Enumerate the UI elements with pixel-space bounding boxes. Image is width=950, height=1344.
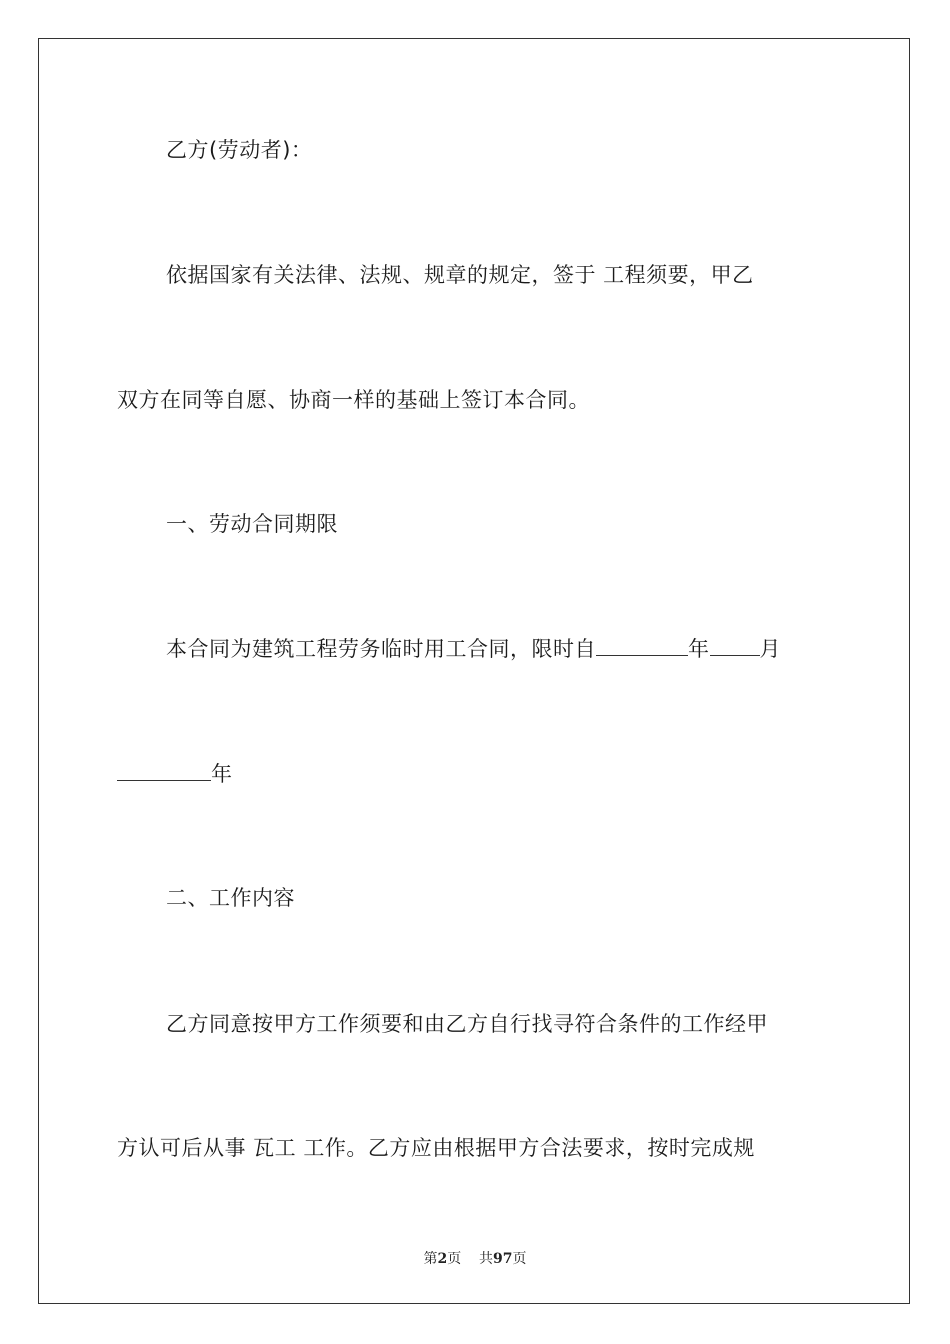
section-1-heading: 一、劳动合同期限 (166, 512, 338, 536)
page-footer (0, 1248, 950, 1268)
total-suffix: 页 (512, 1251, 527, 1267)
end-year-blank (117, 760, 211, 781)
year-blank (596, 635, 688, 656)
paragraph-2-line-2 (117, 760, 233, 788)
page-prefix: 第 (423, 1251, 438, 1267)
term-text: 本合同为建筑工程劳务临时用工合同，限时自 (166, 637, 596, 661)
total-prefix: 共 (479, 1251, 494, 1267)
end-year-label: 年 (211, 762, 233, 786)
month-label: 月 (759, 637, 781, 661)
total-pages: 97 (493, 1251, 513, 1267)
page-suffix: 页 (447, 1251, 462, 1267)
year-label: 年 (688, 637, 710, 661)
paragraph-3-line-2: 方认可后从事 瓦工 工作。乙方应由根据甲方合法要求，按时完成规 (117, 1136, 755, 1160)
paragraph-1-line-2: 双方在同等自愿、协商一样的基础上签订本合同。 (117, 388, 590, 412)
party-b-label: 乙方(劳动者)： (166, 138, 313, 162)
month-blank (710, 635, 760, 656)
section-2-heading: 二、工作内容 (166, 886, 295, 910)
page-border (38, 38, 910, 1304)
paragraph-2-line-1 (166, 635, 781, 663)
page-number: 2 (437, 1251, 448, 1267)
paragraph-1-line-1: 依据国家有关法律、法规、规章的规定，签于 工程须要，甲乙 (166, 263, 754, 287)
paragraph-3-line-1: 乙方同意按甲方工作须要和由乙方自行找寻符合条件的工作经甲 (166, 1012, 768, 1036)
